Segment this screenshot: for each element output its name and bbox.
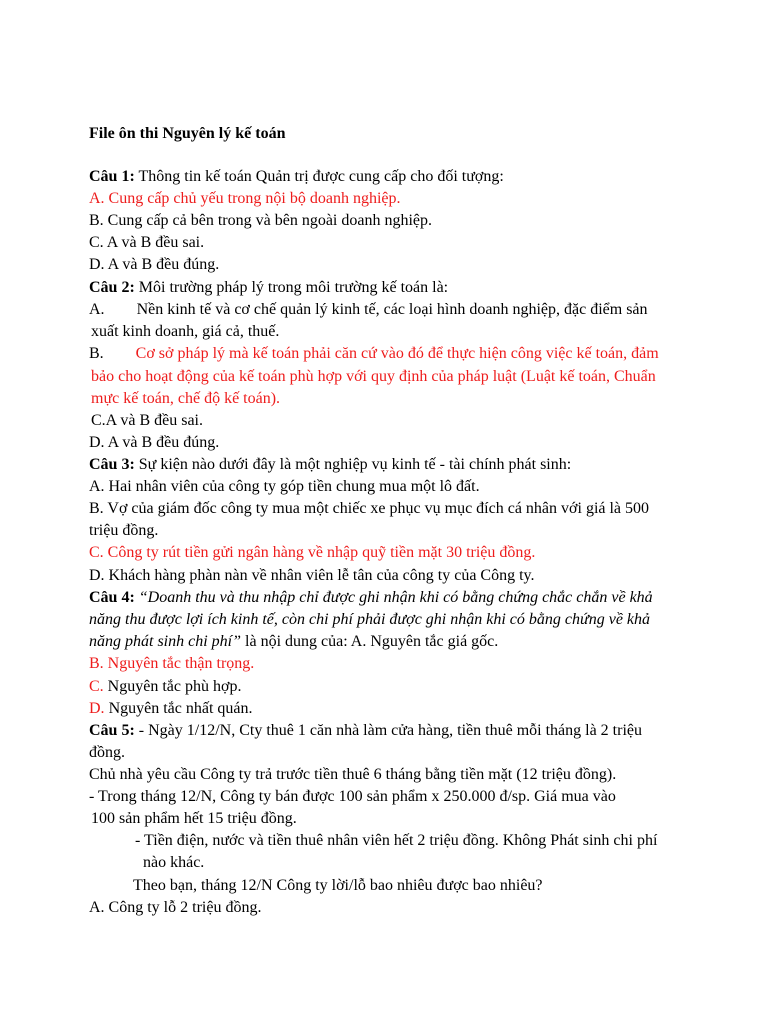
q4-option-b: B. Nguyên tắc thận trọng. xyxy=(89,655,255,672)
q2-option-b-label: B. xyxy=(89,345,104,362)
q4-option-d xyxy=(89,698,253,720)
question-4-quote-line3: năng phát sinh chi phí” xyxy=(89,633,242,650)
q3-option-c: C. Công ty rút tiền gửi ngân hàng về nhập quỹ tiền mặt 30 triệu đồng. xyxy=(89,544,536,561)
question-1 xyxy=(89,166,504,188)
q3-option-b-line1: B. Vợ của giám đốc công ty mua một chiếc xe phục vụ mục đích cá nhân với giá là 500 xyxy=(89,500,650,517)
q4-option-d-label: D. xyxy=(89,700,105,717)
question-2 xyxy=(89,277,448,299)
question-4-line3-rest: là nội dung của: A. Nguyên tắc giá gốc. xyxy=(241,633,499,650)
question-3 xyxy=(89,454,571,476)
question-2-text: Môi trường pháp lý trong môi trường kế toán là: xyxy=(134,279,449,296)
question-3-text: Sự kiện nào dưới đây là một nghiệp vụ kinh tế - tài chính phát sinh: xyxy=(134,456,572,473)
q2-option-a-line1: Nền kinh tế và cơ chế quản lý kinh tế, các loại hình doanh nghiệp, đặc điểm sản xyxy=(136,301,648,318)
q1-option-d: D. A và B đều đúng. xyxy=(89,256,220,273)
q5-option-a: A. Công ty lỗ 2 triệu đồng. xyxy=(89,899,262,916)
q4-option-c xyxy=(89,676,241,698)
question-4-quote-line2 xyxy=(89,609,650,631)
question-4-quote-line1: “Doanh thu và thu nhập chỉ được ghi nhận khi có bằng chứng chắc chắn về khả xyxy=(134,589,653,606)
q3-option-d: D. Khách hàng phàn nàn về nhân viên lễ tân của công ty của Công ty. xyxy=(89,567,535,584)
question-4 xyxy=(89,587,653,609)
question-5-line6: - Tiền điện, nước và tiền thuê nhân viên hết 2 triệu đồng. Không Phát sinh chi phí xyxy=(135,832,658,849)
q2-option-b xyxy=(89,343,659,365)
question-4-quote-line2-text: năng thu được lợi ích kinh tế, còn chi phí phải được ghi nhận khi có bằng chứng về khả xyxy=(89,611,651,628)
q2-option-a-label: A. xyxy=(89,301,105,318)
question-5-line2: đồng. xyxy=(89,744,125,761)
document-title: File ôn thi Nguyên lý kế toán xyxy=(89,125,286,142)
question-5-label: Câu 5: xyxy=(89,722,135,739)
question-2-label: Câu 2: xyxy=(89,279,135,296)
question-5-line7: nào khác. xyxy=(143,854,205,871)
q2-option-d: D. A và B đều đúng. xyxy=(89,434,220,451)
question-5-line5: 100 sản phẩm hết 15 triệu đồng. xyxy=(91,810,297,827)
q4-option-d-text: Nguyên tắc nhất quán. xyxy=(104,700,253,717)
question-1-label: Câu 1: xyxy=(89,168,135,185)
question-5 xyxy=(89,720,642,742)
q1-option-c: C. A và B đều sai. xyxy=(89,234,205,251)
q3-option-a: A. Hai nhân viên của công ty góp tiền chung mua một lô đất. xyxy=(89,478,480,495)
q2-option-c: C.A và B đều sai. xyxy=(91,412,203,429)
q1-option-b: B. Cung cấp cả bên trong và bên ngoài doanh nghiệp. xyxy=(89,212,433,229)
q2-option-a-line2: xuất kinh doanh, giá cả, thuế. xyxy=(91,323,280,340)
question-5-line3: Chủ nhà yêu cầu Công ty trả trước tiền thuê 6 tháng bằng tiền mặt (12 triệu đồng). xyxy=(89,766,617,783)
q2-option-b-line3: mực kế toán, chế độ kế toán). xyxy=(91,390,281,407)
question-5-line1: - Ngày 1/12/N, Cty thuê 1 căn nhà làm cửa hàng, tiền thuê mỗi tháng là 2 triệu xyxy=(134,722,642,739)
question-5-line8: Theo bạn, tháng 12/N Công ty lời/lỗ bao nhiêu được bao nhiêu? xyxy=(133,877,543,894)
q1-option-a: A. Cung cấp chủ yếu trong nội bộ doanh nghiệp. xyxy=(89,190,401,207)
q3-option-b-line2: triệu đồng. xyxy=(89,522,159,539)
question-1-text: Thông tin kế toán Quản trị được cung cấp cho đối tượng: xyxy=(134,168,504,185)
q2-option-b-line1: Cơ sở pháp lý mà kế toán phải căn cứ vào đó để thực hiện công việc kế toán, đảm xyxy=(135,345,659,362)
question-5-line4: - Trong tháng 12/N, Công ty bán được 100 sản phẩm x 250.000 đ/sp. Giá mua vào xyxy=(89,788,616,805)
question-4-label: Câu 4: xyxy=(89,589,135,606)
question-4-line3 xyxy=(89,631,498,653)
q2-option-b-line2: bảo cho hoạt động của kế toán phù hợp với quy định của pháp luật (Luật kế toán, Chuẩn xyxy=(91,368,656,385)
q4-option-c-label: C. xyxy=(89,678,104,695)
q4-option-c-text: Nguyên tắc phù hợp. xyxy=(103,678,242,695)
q2-option-a xyxy=(89,299,648,321)
question-3-label: Câu 3: xyxy=(89,456,135,473)
